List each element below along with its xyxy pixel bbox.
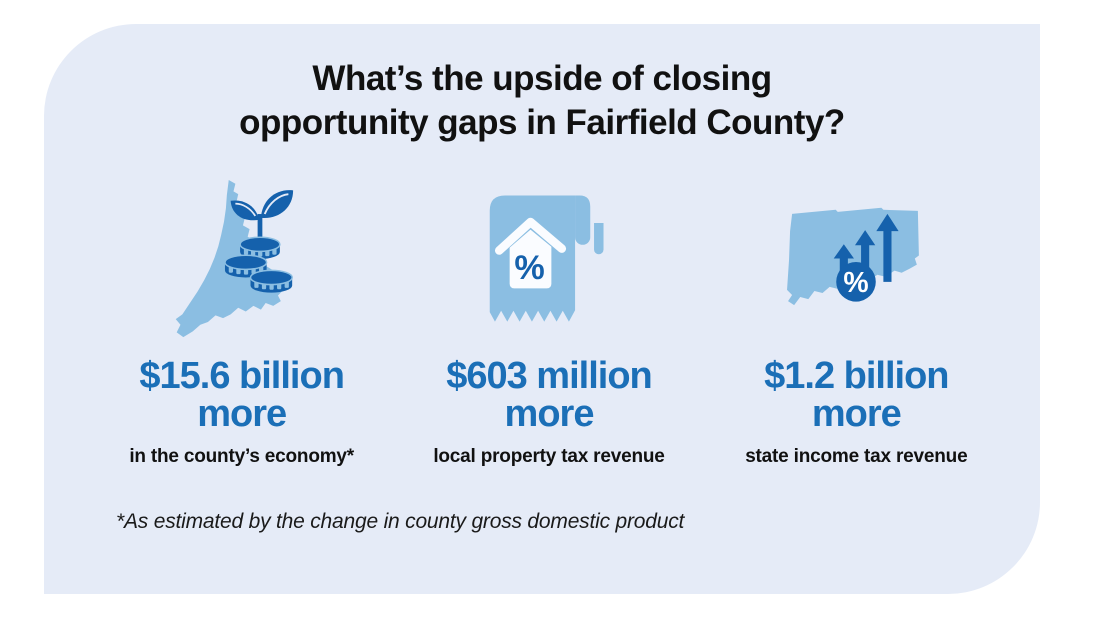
page-title: [44, 57, 1040, 145]
property-tax-receipt-svg: [485, 187, 613, 332]
footnote: *As estimated by the change in county gross domestic product: [116, 510, 685, 533]
connecticut-growth-svg: [785, 200, 927, 318]
stat-label: local property tax revenue: [433, 446, 665, 467]
stat-amount-value: $603 million: [446, 355, 652, 397]
title-line-2: opportunity gaps in Fairfield County?: [239, 103, 845, 142]
stat-column-property-tax: [395, 166, 702, 468]
stat-amount-more: more: [811, 393, 901, 435]
property-tax-receipt-house-icon: [485, 166, 613, 352]
connecticut-map-growth-arrows-icon: [785, 166, 927, 352]
stat-column-state-income-tax: [703, 166, 1040, 468]
percent-icon: %: [843, 266, 869, 299]
stat-column-county-economy: [44, 166, 395, 468]
stat-amount-value: $1.2 billion: [764, 355, 949, 397]
infographic-card: [44, 24, 1040, 594]
title-line-1: What’s the upside of closing: [312, 59, 772, 98]
stat-amount: [446, 357, 652, 433]
stat-columns: [44, 166, 1040, 468]
stat-label: in the county’s economy*: [129, 446, 354, 467]
county-map-coins-sprout-svg: [171, 172, 313, 346]
stat-label: state income tax revenue: [745, 446, 968, 467]
county-map-coins-sprout-icon: [171, 166, 313, 352]
stat-amount: [139, 357, 344, 433]
stat-amount-more: more: [504, 393, 594, 435]
stat-amount: [764, 357, 948, 433]
percent-icon: %: [514, 248, 545, 287]
stat-amount-more: more: [197, 393, 287, 435]
stat-amount-value: $15.6 billion: [139, 355, 344, 397]
